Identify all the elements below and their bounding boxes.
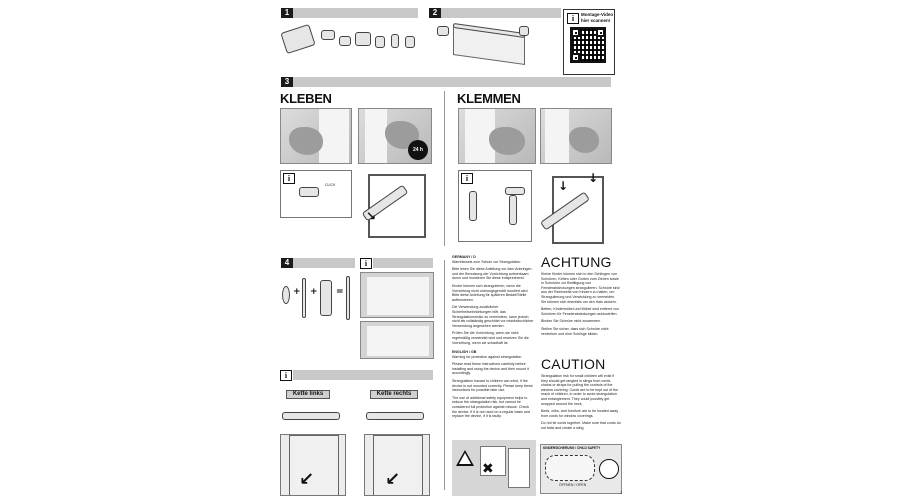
window-view — [367, 277, 429, 315]
step-3-bar — [293, 77, 611, 87]
chain — [302, 278, 306, 318]
klemmen-photo-2 — [540, 108, 612, 164]
arrow-down-icon: ↓ — [558, 179, 569, 193]
montage-line-1: Montage-Video — [581, 12, 614, 17]
montage-video-box — [563, 9, 615, 75]
clip-part — [375, 36, 385, 48]
english-paragraph-2: Strangulation hazard to children can exist, if the device is not mounted correctly. Please keep these instructions for possible later use. — [452, 379, 533, 393]
info-icon: i — [360, 258, 372, 269]
chain-bar — [293, 370, 433, 380]
step-1-parts-illustration — [281, 22, 421, 66]
qr-code-icon[interactable] — [570, 27, 606, 63]
bracket-part — [339, 36, 351, 46]
child-safety-heading: KINDERSICHERUNG / CHILD SAFETY — [543, 446, 601, 450]
roller-tube — [282, 412, 340, 420]
qr-finder — [596, 28, 605, 37]
info-icon: i — [461, 173, 473, 184]
child-face-icon — [599, 459, 619, 479]
qr-finder — [571, 53, 580, 62]
hand — [289, 127, 323, 155]
chain-assembly-sketch — [280, 274, 356, 324]
kleben-photo-2 — [358, 108, 432, 164]
step-4-number: 4 — [281, 258, 293, 268]
germany-subheading: Warnhinweis zum Schutz vor Strangulation — [452, 259, 521, 264]
hand — [569, 127, 599, 153]
open-label: ÖFFNEN / OPEN — [559, 483, 587, 487]
chain-guide — [282, 286, 290, 304]
arrow-down-icon: ↓ — [588, 171, 599, 185]
step-3-number: 3 — [281, 77, 293, 87]
chain-right-top-sketch — [364, 402, 434, 436]
info-icon: i — [283, 173, 295, 184]
click-label: CLICK — [325, 183, 336, 187]
clamp-top — [505, 187, 525, 195]
window-view — [367, 326, 429, 356]
kleben-title: KLEBEN — [280, 91, 332, 106]
english-heading: ENGLISH / GB — [452, 350, 477, 355]
window-frame — [319, 109, 349, 164]
window-frame — [365, 109, 387, 164]
chain-info-image-2 — [360, 321, 434, 359]
arrow-icon: ↘ — [366, 209, 377, 223]
child-window-pictogram — [508, 448, 530, 488]
germany-paragraph-3: Die Verwendung zusätzlicher Sicherheitseinrichtungen hilft, das Strangulationsrisiko zu vermindern, kann jedoch nicht als vollständig geschützt vor missbräuchlicher Verwendung angesehen werden. — [452, 305, 534, 328]
achtung-paragraph-2: Betten, Kindermöbel und Möbel sind entfernt von Schnüren für Fensterabdeckungen aufzustellen. — [541, 307, 619, 316]
plus-icon: + — [293, 287, 301, 297]
24h-badge: 24 h — [408, 140, 428, 160]
bracket — [299, 187, 319, 197]
kleben-mount-sketch — [358, 170, 432, 242]
chain-connector — [320, 280, 332, 316]
plus-icon: + — [310, 287, 318, 297]
klemmen-mount-sketch — [538, 164, 614, 248]
achtung-paragraph-4: Stellen Sie sicher, dass sich Schnüre nicht verdrehen und eine Schlinge bilden. — [541, 326, 609, 336]
germany-heading: GERMANY / D — [452, 255, 476, 259]
step-2-assembly-illustration — [431, 20, 561, 66]
achtung-title: ACHTUNG — [541, 254, 612, 270]
step-2-number: 2 — [429, 8, 441, 18]
chain-mechanism — [519, 26, 529, 36]
info-icon: i — [280, 370, 292, 381]
achtung-paragraph-1: Kleine Kinder können sich in den Schlingen von Schnüren, Ketten oder Gurten zum Ziehen sowie in Schnüren zur Betätigung von Fensterabdeckungen strangulieren. Schnüre sind aus der Reichweite von Kindern zu halten, um Strangulierung und Verwicklung zu vermeiden. Sie können sich ebenfalls um den Hals wickeln. — [541, 272, 620, 304]
roller-tube — [281, 24, 316, 54]
kleben-photo-1 — [280, 108, 352, 164]
arrow-icon: ↙ — [299, 469, 315, 490]
clamp — [509, 195, 517, 225]
page-number: 1 — [620, 490, 623, 495]
chain-left-photo — [280, 434, 346, 496]
caution-paragraph-1: Strangulation risk for small children will exist if they should get tangled in slings from cords, chains or straps for pulling the controls of the window covering. Cords are to be kept out of the reach of children, in order to avoid strangulation and entanglement. They could possibly get wrapped around the neck. — [541, 374, 619, 406]
chain-right-photo — [364, 434, 430, 496]
window-frame — [545, 109, 569, 164]
clip-part — [391, 34, 399, 48]
instruction-sheet — [276, 4, 626, 496]
klemmen-photo-1 — [458, 108, 536, 164]
germany-paragraph-4: Prüfen Sie die Vorrichtung, wenn sie nicht regelmäßig verwendet wird und ersetzen Sie die Vorrichtung, wenn sie schadhaft ist. — [452, 331, 529, 345]
germany-paragraph-2: Kinder können sich strangulieren, wenn die Vorrichtung nicht ordnungsgemäß montiert wird. Bitte diese Anleitung für späteren Bedarf/Stelle aufbewahren. — [452, 283, 529, 302]
step-1-bar — [293, 8, 418, 18]
hand — [489, 127, 525, 155]
germany-paragraph-1: Bitte lesen Sie diese Anleitung vor dem Anbringen und der Benutzung der Vorrichtung aufmerksam durch und montieren Sie diese entsprechend. — [452, 267, 532, 281]
chain-left-top-sketch — [280, 402, 350, 436]
bracket-part — [355, 32, 371, 46]
chain-loop-pictogram — [545, 455, 595, 481]
caution-text — [541, 374, 621, 431]
bracket-part — [321, 30, 335, 40]
step-2-bar — [441, 8, 561, 18]
montage-line-2: hier scannen! — [581, 17, 611, 23]
divider — [444, 91, 445, 246]
achtung-text — [541, 272, 621, 336]
warning-triangle-icon — [456, 450, 474, 466]
chain-left-label: Kette links — [286, 390, 330, 399]
montage-video-label — [581, 12, 613, 23]
kleben-click-sketch — [280, 170, 352, 218]
chain-right-label: Kette rechts — [370, 390, 418, 399]
caution-paragraph-2: Beds, cribs, and furniture are to be located away from cords for window coverings. — [541, 409, 619, 418]
chain-info-image-1 — [360, 272, 434, 318]
end-cap — [437, 26, 449, 36]
caution-paragraph-3: Do not tie cords together. Make sure that cords do not twist and create a sling. — [541, 421, 621, 430]
english-paragraph-1: Please read these instructions carefully before installing and using the device and then mount it accordingly. — [452, 362, 529, 376]
equals-icon: = — [336, 287, 344, 297]
klemmen-info-sketch — [458, 170, 532, 242]
achtung-paragraph-3: Binden Sie Schnüre nicht zusammen. — [541, 319, 601, 324]
cross-icon: ✖ — [482, 461, 494, 477]
roller-tube — [366, 412, 424, 420]
step-4-bar — [293, 258, 355, 268]
info-icon: i — [567, 13, 579, 24]
divider — [444, 260, 445, 490]
warning-text-column — [452, 255, 534, 419]
english-paragraph-3: The use of additional safety equipment helps to reduce the strangulation risk, but cannot be considered full protection against misuse. Check the device, if it is not used on a regular basis and replace the device, if it is faulty. — [452, 395, 530, 419]
chain-result — [346, 276, 350, 320]
caution-title: CAUTION — [541, 356, 606, 372]
klemmen-title: KLEMMEN — [457, 91, 521, 106]
step-1-number: 1 — [281, 8, 293, 18]
clip-part — [405, 36, 415, 48]
clamp — [469, 191, 477, 221]
english-subheading: Warning for protection against strangulation — [452, 354, 522, 359]
child-safety-box — [540, 444, 622, 494]
arrow-icon: ↙ — [385, 469, 401, 490]
warning-pictogram-area — [452, 440, 536, 496]
qr-finder — [571, 28, 580, 37]
info-bar — [373, 258, 433, 268]
